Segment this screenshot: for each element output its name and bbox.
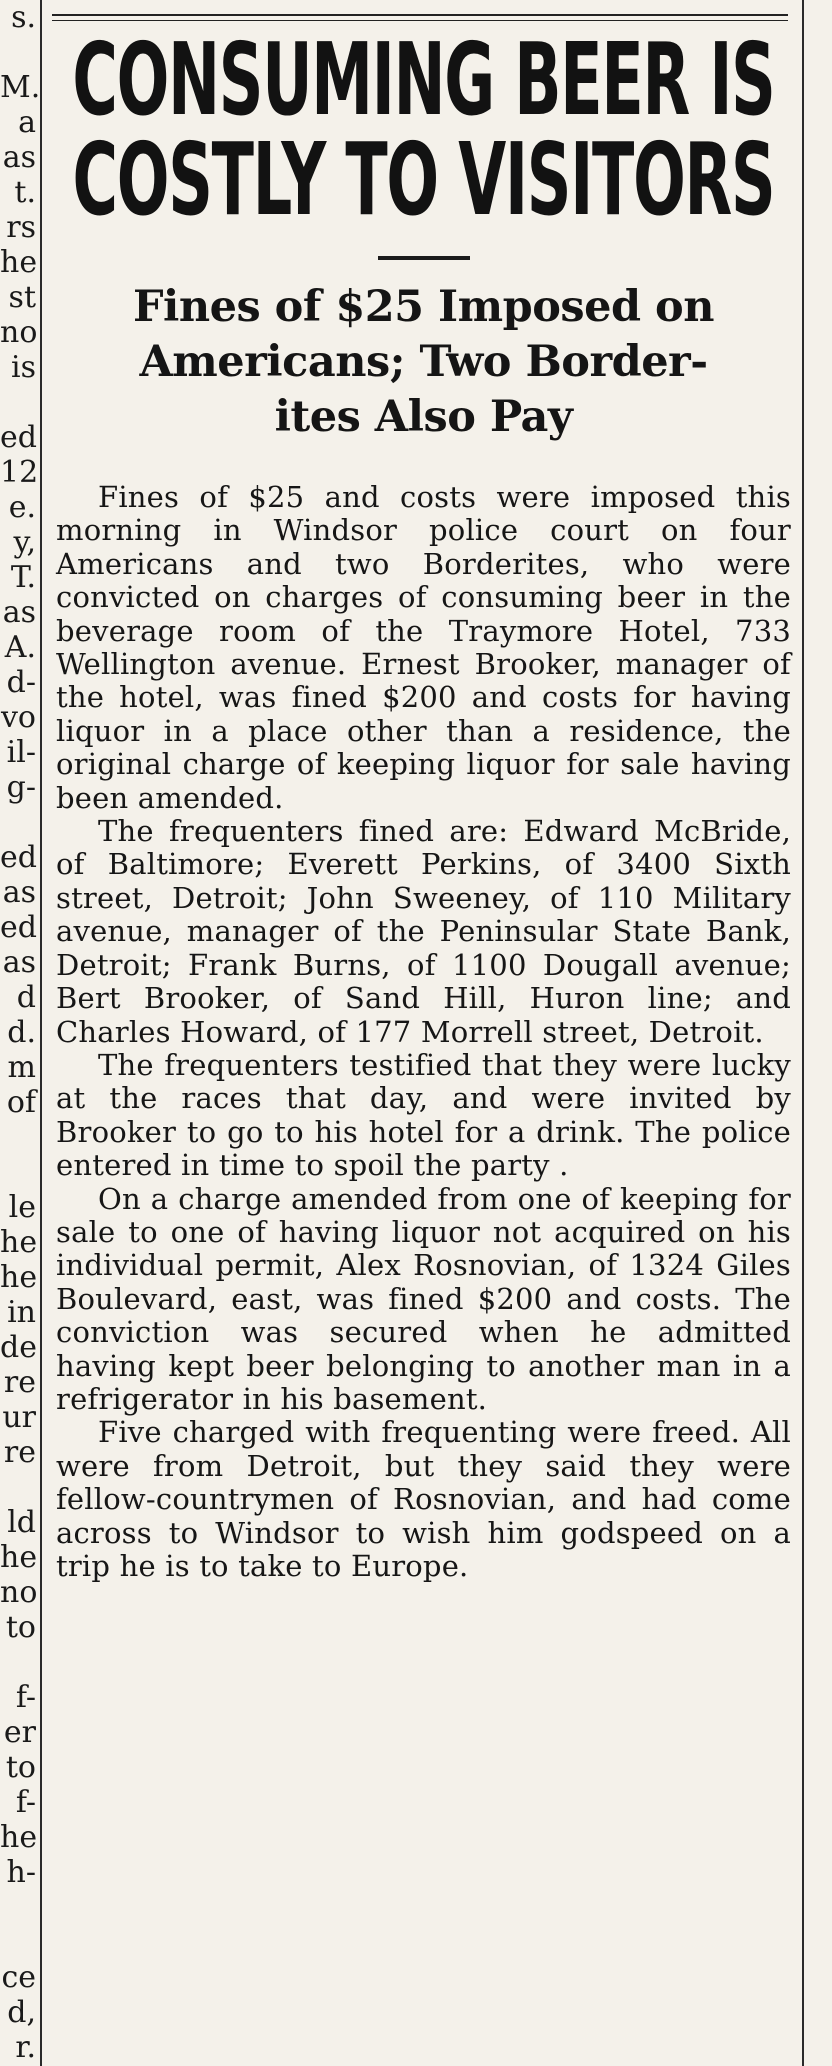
- left-column-fragment: in: [7, 1295, 36, 1330]
- left-column-fragment: ed: [0, 420, 37, 455]
- left-column-fragment: st: [8, 280, 36, 315]
- right-column-fragment: [812, 560, 832, 595]
- left-column-fragment: e.: [8, 490, 36, 525]
- left-column-fragment: f-: [15, 1680, 36, 1715]
- left-column-fragment: le: [8, 1190, 36, 1225]
- right-column-fragment: [812, 1715, 832, 1750]
- subheadline: [56, 280, 791, 445]
- left-column-fragment: re: [3, 1435, 36, 1470]
- subhead-line-2: Americans; Two Border-: [139, 337, 708, 387]
- left-column-fragment: ed: [0, 910, 37, 945]
- left-column-fragment: as: [2, 945, 36, 980]
- left-column-fragment: re: [3, 1365, 36, 1400]
- right-column-fragment: [812, 1960, 832, 1995]
- left-column-fragment: to: [5, 1610, 36, 1645]
- paragraph-3: The frequenters testified that they were lucky at the races that day, and were invited by Brooker to go to his hotel for a drink. The police entered in time to spoil the party .: [56, 1047, 791, 1183]
- right-column-fragment: [812, 140, 832, 175]
- left-column-fragment: he: [0, 1540, 38, 1575]
- left-column-fragment: ld: [7, 1505, 36, 1540]
- right-column-fragment: [812, 490, 832, 525]
- right-column-fragment: [812, 245, 832, 280]
- right-column-fragment: [812, 910, 832, 945]
- left-column-rule: [40, 0, 42, 2066]
- headline-divider: [378, 256, 470, 260]
- right-column-fragment: [812, 735, 832, 770]
- left-column-fragment: y,: [13, 525, 36, 560]
- left-column-fragment: [0, 1645, 36, 1680]
- left-column-fragment: t.: [14, 175, 36, 210]
- left-column-fragment: g-: [6, 770, 36, 805]
- left-column-fragment: as: [2, 140, 36, 175]
- right-column-fragment: [812, 875, 832, 910]
- right-column-fragment: [812, 1365, 832, 1400]
- left-column-fragment: to: [5, 1750, 36, 1785]
- left-column-fragment: il-: [6, 735, 36, 770]
- left-column-fragment: of: [6, 1085, 36, 1120]
- left-column-fragment: as: [2, 595, 36, 630]
- left-column-fragment: A.: [4, 630, 36, 665]
- right-column-fragment: [812, 1120, 832, 1155]
- left-column-fragment: [0, 805, 36, 840]
- paragraph-4: On a charge amended from one of keeping for sale to one of having liquor not acquired on his individual permit, Alex Rosnovian, of 1324 Giles Boulevard, east, was fined $200 and costs. The conviction was secured when he admitted having kept beer belonging to another man in a refrigerator in his basement.: [56, 1181, 791, 1416]
- right-column-fragment: [812, 1890, 832, 1925]
- right-column-fragment: [812, 700, 832, 735]
- right-column-fragment: [812, 1575, 832, 1610]
- right-column-fragment: [812, 1190, 832, 1225]
- paragraph-5: Five charged with frequenting were freed. All were from Detroit, but they said they were fellow-countrymen of Rosnovian, and had come across to Windsor to wish him godspeed on a trip he is to take to Europe.: [56, 1415, 791, 1583]
- right-column-fragment: [812, 1855, 832, 1890]
- right-column-fragment: [812, 1330, 832, 1365]
- right-column-fragment: [812, 1505, 832, 1540]
- left-column-fragment: s.: [11, 0, 36, 35]
- right-column-fragment: [812, 840, 832, 875]
- right-column-fragment: [812, 1785, 832, 1820]
- left-column-fragment: d,: [7, 1995, 36, 2030]
- right-column-fragment: [812, 1085, 832, 1120]
- left-column-fragment: [0, 1120, 36, 1155]
- right-column-fragment: [812, 595, 832, 630]
- left-column-fragment: d-: [6, 665, 36, 700]
- right-column-fragment: [812, 1750, 832, 1785]
- left-column-fragment: d.: [7, 1015, 36, 1050]
- paragraph-1: Fines of $25 and costs were imposed this morning in Windsor police court on four Americans and two Borderites, who were convicted on charges of consuming beer in the beverage room of the Traymore Hotel, 733 Wellington avenue. Ernest Brooker, manager of the hotel, was fined $200 and costs for having liquor in a place other than a residence, the original charge of keeping liquor for sale having been amended.: [56, 480, 791, 815]
- left-column-fragment: M.: [0, 70, 41, 105]
- right-column-fragment: [812, 385, 832, 420]
- right-column-fragment: [812, 525, 832, 560]
- left-column-fragment: er: [3, 1715, 36, 1750]
- right-column-fragment: [812, 770, 832, 805]
- right-column-fragment: [812, 35, 832, 70]
- left-column-fragment: he: [0, 245, 38, 280]
- right-column-fragment: [812, 1295, 832, 1330]
- right-column-fragment: [812, 350, 832, 385]
- left-column-fragment: he: [0, 1225, 38, 1260]
- right-column-fragment: [812, 1155, 832, 1190]
- right-column-fragment: [812, 1260, 832, 1295]
- right-column-fragment: [812, 980, 832, 1015]
- right-column-fragment: [812, 420, 832, 455]
- left-column-fragment: [0, 35, 36, 70]
- left-column-fragment: ce: [1, 1960, 36, 1995]
- right-column-fragment: [812, 2030, 832, 2065]
- left-column-fragment: T.: [10, 560, 36, 595]
- left-column-fragment: [0, 1890, 36, 1925]
- left-column-fragment: d: [16, 980, 36, 1015]
- left-column-fragment: r.: [15, 2030, 36, 2065]
- right-column-fragment: [812, 665, 832, 700]
- left-column-fragment: no: [0, 1575, 38, 1610]
- subhead-line-3: ites Also Pay: [274, 392, 573, 442]
- right-column-fragment: [812, 805, 832, 840]
- right-column-fragment: [812, 315, 832, 350]
- right-column-fragment: [812, 1435, 832, 1470]
- right-column-fragment: [812, 1225, 832, 1260]
- left-column-fragment: 12: [0, 455, 39, 490]
- right-column-fragment: [812, 1400, 832, 1435]
- left-column-fragment: de: [0, 1330, 37, 1365]
- left-column-fragment: [0, 385, 36, 420]
- right-column-fragment: [812, 210, 832, 245]
- left-column-fragments: [0, 0, 41, 2065]
- right-column-fragment: [812, 1680, 832, 1715]
- paragraph-2: The frequenters fined are: Edward McBride, of Baltimore; Everett Perkins, of 3400 Sixth street, Detroit; John Sweeney, of 110 Military avenue, manager of the Peninsular State Bank, Detroit; Frank Burns, of 1100 Dougall avenue; Bert Brooker, of Sand Hill, Huron line; and Charles Howard, of 177 Morrell street, Detroit.: [56, 814, 791, 1049]
- subhead-line-1: Fines of $25 Imposed on: [133, 282, 714, 332]
- right-column-fragment: [812, 1540, 832, 1575]
- left-column-fragment: no: [0, 315, 38, 350]
- right-column-fragment: [812, 1820, 832, 1855]
- right-column-fragment: [812, 455, 832, 490]
- right-column-fragment: [812, 1050, 832, 1085]
- right-column-fragment: [812, 105, 832, 140]
- headline-line-1: CONSUMING BEER IS: [72, 21, 775, 138]
- left-column-fragment: [0, 1470, 36, 1505]
- right-column-fragment: [812, 1610, 832, 1645]
- left-column-fragment: f-: [15, 1785, 36, 1820]
- left-column-fragment: he: [0, 1820, 38, 1855]
- left-column-fragment: a: [18, 105, 36, 140]
- right-column-fragment: [812, 280, 832, 315]
- top-rule: [52, 14, 788, 21]
- right-column-fragment: [812, 175, 832, 210]
- right-column-fragment: [812, 1995, 832, 2030]
- headline-line-2: COSTLY TO VISITORS: [72, 121, 775, 238]
- left-column-fragment: [0, 1925, 36, 1960]
- right-column-fragment: [812, 1015, 832, 1050]
- left-column-fragment: h-: [6, 1855, 36, 1890]
- right-column-fragment: [812, 70, 832, 105]
- left-column-fragment: [0, 1155, 36, 1190]
- right-column-fragment: [812, 0, 832, 35]
- headline: [56, 21, 791, 238]
- right-column-fragment: [812, 630, 832, 665]
- article: [56, 21, 791, 1583]
- right-column-fragment: [812, 1925, 832, 1960]
- article-body: [56, 481, 791, 1583]
- right-column-fragment: [812, 945, 832, 980]
- left-column-fragment: ed: [0, 840, 37, 875]
- left-column-fragment: as: [2, 875, 36, 910]
- left-column-fragment: rs: [6, 210, 36, 245]
- right-column-rule: [802, 0, 804, 2066]
- right-column-fragment: [812, 1645, 832, 1680]
- right-column-fragments: [812, 0, 832, 2065]
- right-column-fragment: [812, 1470, 832, 1505]
- left-column-fragment: is: [11, 350, 36, 385]
- left-column-fragment: vo: [0, 700, 36, 735]
- left-column-fragment: m: [7, 1050, 36, 1085]
- left-column-fragment: he: [0, 1260, 38, 1295]
- left-column-fragment: ur: [2, 1400, 36, 1435]
